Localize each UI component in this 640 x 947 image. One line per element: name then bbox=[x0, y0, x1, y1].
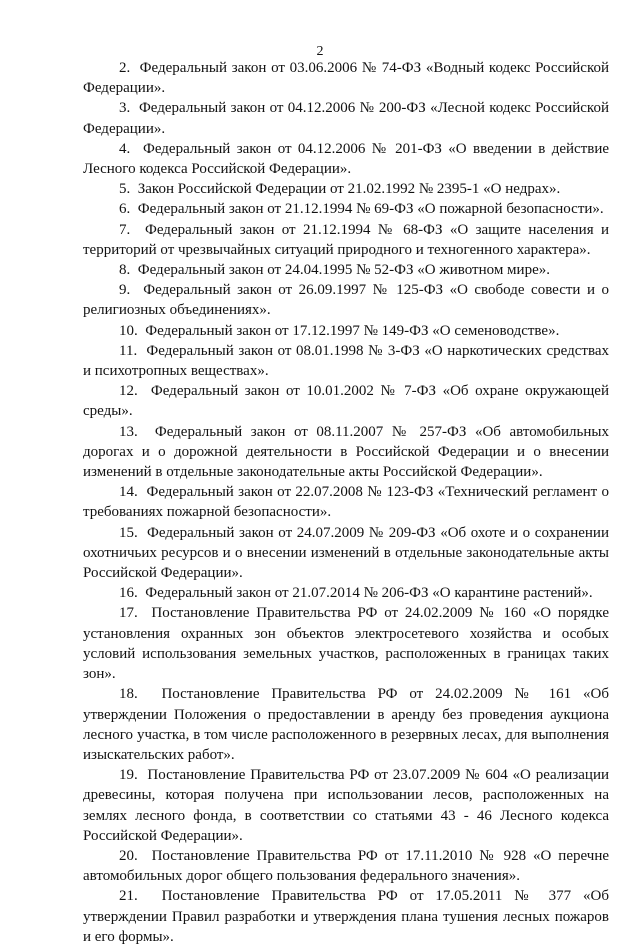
list-item-number: 21. bbox=[119, 888, 138, 905]
list-item bbox=[83, 523, 609, 584]
list-item bbox=[83, 139, 609, 179]
list-item-text: Федеральный закон от 21.12.1994 № 68-ФЗ «О защите населения и территорий от чрезвычайных ситуаций природного и техногенного характера». bbox=[83, 221, 610, 258]
list-item bbox=[83, 603, 609, 684]
list-item bbox=[83, 220, 609, 260]
list-item-text: Федеральный закон от 22.07.2008 № 123-ФЗ «Технический регламент о требованиях пожарной безопасности». bbox=[83, 484, 610, 521]
list-item-text: Федеральный закон от 24.07.2009 № 209-ФЗ «Об охоте и о сохранении охотничьих ресурсов и о внесении изменений в отдельные законодательные акты Российской Федерации». bbox=[83, 524, 609, 582]
list-item bbox=[83, 280, 609, 320]
list-item-number: 9. bbox=[119, 282, 131, 299]
legal-acts-list bbox=[83, 58, 609, 947]
list-item-text: Федеральный закон от 21.12.1994 № 69-ФЗ «О пожарной безопасности». bbox=[137, 201, 604, 218]
list-item bbox=[83, 58, 609, 98]
list-item-number: 12. bbox=[119, 383, 138, 400]
list-item bbox=[83, 765, 609, 846]
list-item-number: 20. bbox=[119, 847, 138, 864]
list-item-number: 18. bbox=[119, 686, 138, 703]
list-item-text: Постановление Правительства РФ от 17.11.2010 № 928 «О перечне автомобильных дорог общего пользования федерального значения». bbox=[83, 847, 609, 885]
list-item-number: 5. bbox=[119, 181, 131, 198]
list-item-number: 6. bbox=[119, 201, 131, 218]
list-item-number: 8. bbox=[119, 262, 131, 279]
list-item-number: 10. bbox=[119, 322, 138, 339]
list-item bbox=[83, 846, 609, 886]
list-item bbox=[83, 199, 609, 219]
list-item-text: Федеральный закон от 24.04.1995 № 52-ФЗ «О животном мире». bbox=[137, 262, 550, 279]
list-item-text: Федеральный закон от 04.12.2006 № 201-ФЗ «О введении в действие Лесного кодекса Российской Федерации». bbox=[83, 140, 610, 178]
list-item-number: 16. bbox=[119, 585, 138, 602]
list-item-number: 11. bbox=[119, 342, 138, 359]
list-item bbox=[83, 321, 609, 341]
list-item-text: Федеральный закон от 08.01.1998 № 3-ФЗ «О наркотических средствах и психотропных веществах». bbox=[83, 342, 610, 380]
list-item-text: Федеральный закон от 17.12.1997 № 149-ФЗ «О семеноводстве». bbox=[145, 322, 560, 339]
list-item-text: Постановление Правительства РФ от 24.02.2009 № 161 «Об утверждении Положения о предоставлении в аренду без проведения аукциона лесного участка, в том числе расположенного в резервных лесах, для выполнения изыскательских работ». bbox=[83, 686, 609, 763]
list-item-number: 4. bbox=[119, 140, 131, 157]
list-item-text: Постановление Правительства РФ от 23.07.2009 № 604 «О реализации древесины, которая получена при использовании лесов, расположенных на землях лесного фонда, в соответствии со статьями 43 - 46 Лесного кодекса Российской Федерации». bbox=[83, 767, 610, 844]
list-item bbox=[83, 341, 609, 381]
list-item-text: Постановление Правительства РФ от 24.02.2009 № 160 «О порядке установления охранных зон объектов электросетевого хозяйства и особых условий использования земельных участков, расположенных в границах таких зон». bbox=[83, 605, 609, 683]
list-item bbox=[83, 98, 609, 138]
list-item-text: Федеральный закон от 03.06.2006 № 74-ФЗ «Водный кодекс Российской Федерации». bbox=[83, 60, 610, 97]
list-item-text: Федеральный закон от 04.12.2006 № 200-ФЗ «Лесной кодекс Российской Федерации». bbox=[83, 100, 609, 137]
list-item-number: 3. bbox=[119, 100, 131, 117]
list-item-text: Федеральный закон от 10.01.2002 № 7-ФЗ «Об охране окружающей среды». bbox=[83, 383, 609, 420]
list-item-number: 15. bbox=[119, 524, 138, 541]
list-item-number: 13. bbox=[119, 423, 138, 440]
list-item bbox=[83, 886, 609, 947]
list-item bbox=[83, 422, 609, 483]
list-item bbox=[83, 684, 609, 765]
list-item-number: 17. bbox=[119, 605, 138, 622]
list-item-text: Федеральный закон от 21.07.2014 № 206-ФЗ «О карантине растений». bbox=[145, 585, 593, 602]
list-item-number: 7. bbox=[119, 221, 131, 238]
list-item bbox=[83, 482, 609, 522]
list-item-number: 2. bbox=[119, 60, 131, 76]
list-item bbox=[83, 260, 609, 280]
list-item bbox=[83, 583, 609, 603]
page-number: 2 bbox=[316, 44, 324, 59]
list-item-text: Закон Российской Федерации от 21.02.1992 № 2395-1 «О недрах». bbox=[137, 181, 561, 198]
list-item bbox=[83, 179, 609, 199]
list-item-number: 19. bbox=[119, 767, 138, 784]
list-item-number: 14. bbox=[119, 484, 138, 501]
list-item-text: Федеральный закон от 08.11.2007 № 257-ФЗ «Об автомобильных дорогах и о дорожной деятельности в Российской Федерации и о внесении изменений в отдельные законодательные акты Российской Федерации». bbox=[83, 423, 609, 481]
list-item-text: Федеральный закон от 26.09.1997 № 125-ФЗ «О свободе совести и о религиозных объединениях». bbox=[83, 282, 609, 319]
list-item bbox=[83, 381, 609, 421]
list-item-text: Постановление Правительства РФ от 17.05.2011 № 377 «Об утверждении Правил разработки и утверждения плана тушения лесных пожаров и его формы». bbox=[83, 888, 609, 945]
